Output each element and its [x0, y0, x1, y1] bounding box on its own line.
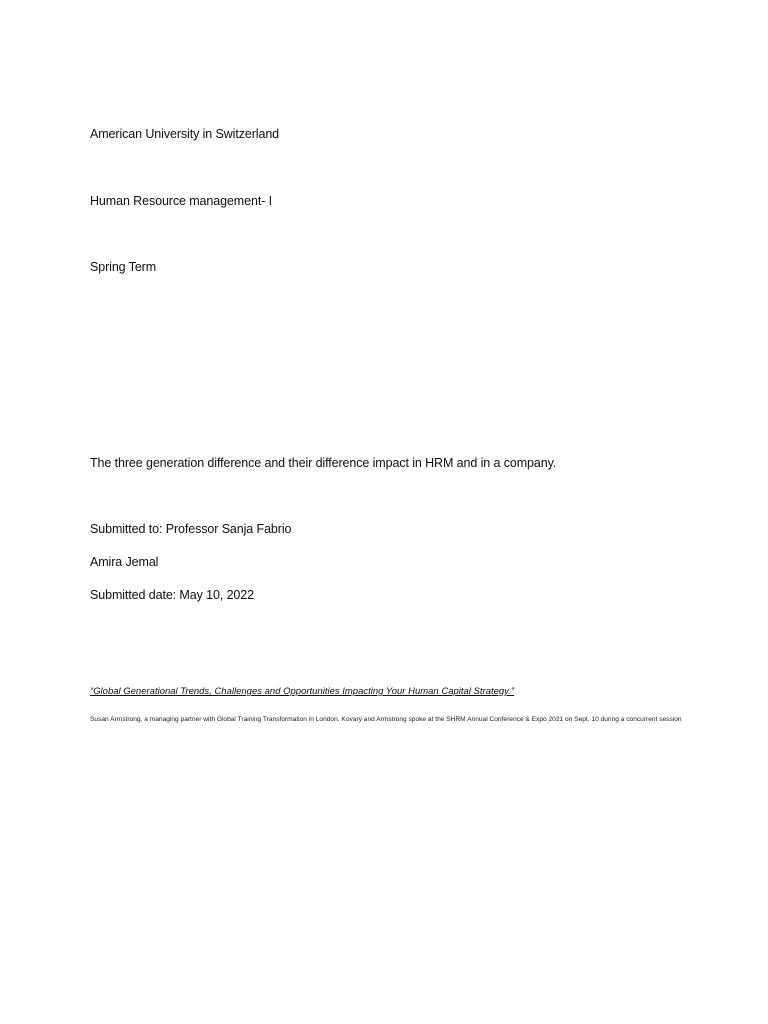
course-name: Human Resource management- I	[90, 194, 273, 208]
institution-name: American University in Switzerland	[90, 127, 280, 141]
submitted-date: Submitted date: May 10, 2022	[90, 588, 254, 602]
quote-reference: “Global Generational Trends, Challenges and Opportunities Impacting Your Human Capital Strategy.”	[90, 686, 515, 697]
term-label: Spring Term	[90, 260, 157, 274]
submitted-to: Submitted to: Professor Sanja Fabrio	[90, 522, 292, 536]
source-note: Susan Armstrong, a managing partner with Global Training Transformation in London. Kovary and Armstrong spoke at the SHRM Annual Conference & Expo 2021 on Sept. 10 during a concurrent session	[90, 716, 682, 723]
author-name: Amira Jemal	[90, 555, 159, 569]
paper-title: The three generation difference and their difference impact in HRM and in a company.	[90, 456, 557, 470]
